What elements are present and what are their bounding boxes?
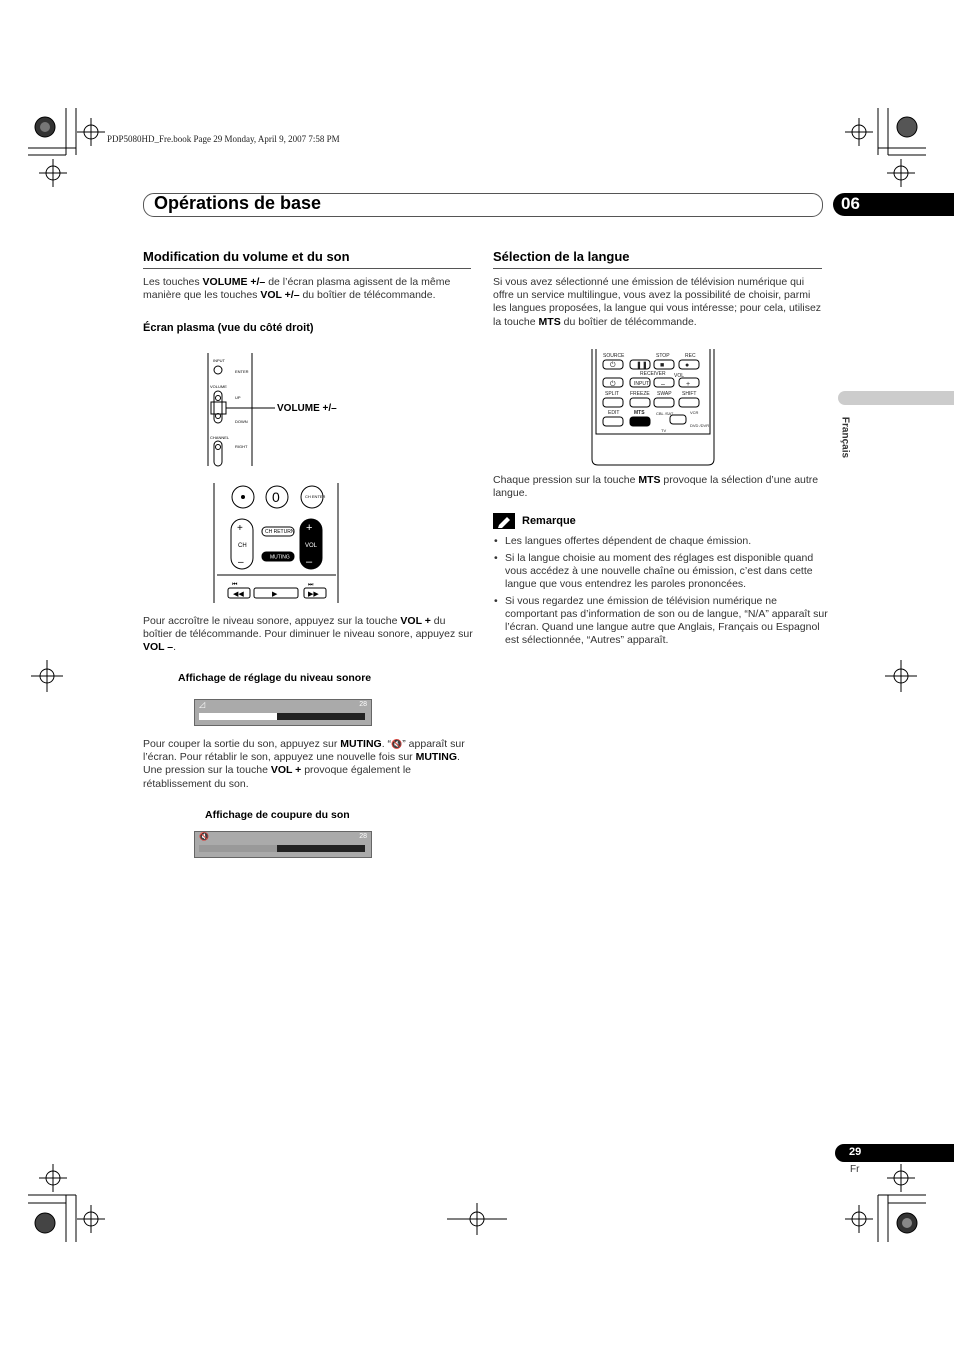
volume-icon: ◿: [199, 700, 206, 709]
osd-mute-display: [194, 831, 372, 858]
osd-volume-fill: [199, 713, 277, 720]
panel-enter-label: ENTER: [235, 369, 249, 374]
play-icon: ▶: [272, 591, 278, 598]
split-label: SPLIT: [605, 391, 619, 397]
osd-mute-value: 28: [359, 833, 367, 840]
osd-volume-display: [194, 699, 372, 726]
osd-mute-fill: [199, 845, 277, 852]
section-rule-right: [493, 268, 822, 269]
page-number: 29: [849, 1146, 862, 1158]
list-item: • Si vous regardez une émission de télévision numérique ne comportant pas d’information de son ou de langue, “N/A” apparaît sur l’écran. Quand une langue autre que Anglais, Français ou Espagnol est sélectionnée, “Autres” apparaît.: [493, 595, 828, 648]
pause-icon: ❚❚: [636, 362, 648, 369]
receiver-label: RECEIVER: [640, 371, 666, 377]
remote-muting-label: MUTING: [270, 554, 290, 561]
vol-minus-icon: –: [661, 381, 665, 388]
tv-label: TV: [661, 428, 667, 433]
bold-key-name: VOL +/–: [260, 289, 300, 302]
remote-ch-plus-icon: +: [237, 523, 243, 534]
side-tab-label: Français: [839, 416, 851, 459]
bold-key-name: MUTING: [340, 738, 382, 750]
cbl-sat-label: CBL /SAT: [656, 411, 674, 416]
remote-mts-illustration: [590, 349, 716, 467]
section-heading-language: Sélection de la langue: [493, 249, 630, 264]
remote-ch-label: CH: [238, 543, 247, 549]
osd-volume-track: [199, 713, 365, 720]
note-title: Remarque: [522, 515, 576, 527]
osd-mute-track: [199, 845, 365, 852]
receiver-power-icon: ⏻: [610, 381, 616, 388]
volume-callout-label: VOLUME +/–: [277, 403, 337, 414]
bold-key-name: MTS: [638, 474, 661, 486]
panel-channel-label: CHANNEL: [210, 435, 230, 440]
next-track-icon: ⏭: [308, 582, 314, 588]
freeze-label: FREEZE: [630, 391, 650, 397]
chapter-number: 06: [841, 194, 860, 213]
mts-label: MTS: [634, 410, 645, 416]
vcr-label: VCR: [690, 410, 699, 415]
remote-vol-plus-icon: +: [306, 522, 313, 534]
src-label: SOURCE: [603, 353, 625, 359]
muting-paragraph: Pour couper la sortie du son, appuyez sur MUTING. “🔇” apparaît sur l’écran. Pour rétablir le son, appuyez une nouvelle fois sur MUTING. Une pression sur la touche VOL + provoque également le rétablissement du son.: [143, 738, 465, 790]
side-tab: [838, 391, 954, 405]
mute-icon: 🔇: [391, 739, 403, 749]
fast-forward-icon: ▶▶: [308, 591, 319, 598]
bold-key-name: VOL +: [270, 764, 302, 777]
mts-press-paragraph: Chaque pression sur la touche MTS provoque la sélection d’une autre langue.: [493, 474, 819, 500]
note-pencil-icon: [493, 513, 515, 529]
swap-label: SWAP: [657, 391, 672, 397]
record-icon: ●: [685, 362, 690, 369]
shift-label: SHIFT: [682, 391, 697, 397]
remote-zero-key: 0: [272, 489, 280, 505]
remote-vol-label: VOL: [305, 543, 318, 549]
power-icon: ⏻: [610, 362, 616, 369]
bold-key-name: VOL +: [400, 615, 431, 627]
page-number-badge: [835, 1144, 954, 1162]
volume-adjust-paragraph: Pour accroître le niveau sonore, appuyez sur la touche VOL + du boîtier de télécommande. Pour diminuer le niveau sonore, appuyez sur VOL –.: [143, 615, 473, 654]
chapter-badge: [833, 193, 954, 216]
notes-list: [493, 535, 828, 651]
osd-volume-caption: Affichage de réglage du niveau sonore: [178, 672, 372, 684]
plasma-side-view-heading: Écran plasma (vue du côté droit): [143, 322, 314, 334]
remote-volume-illustration: [212, 483, 342, 605]
remote-ch-return-label: CH RETURN: [265, 529, 295, 535]
bold-key-name: MUTING: [415, 751, 457, 764]
list-item: • Si la langue choisie au moment des réglages est disponible quand vous accédez à une nouvelle chaîne ou émission, c’est dans cette langue que vous entendrez les paroles prononcées.: [493, 552, 828, 592]
panel-volume-label: VOLUME: [210, 384, 227, 389]
vol-label: VOL: [674, 373, 685, 379]
volume-intro-paragraph: Les touches VOLUME +/– de l’écran plasma agissent de la même manière que les touches VOL +/– du boîtier de télécommande.: [143, 276, 451, 302]
section-heading-volume: Modification du volume et du son: [143, 249, 350, 264]
bold-key-name: VOL –: [143, 641, 174, 654]
dvd-label: DVD /DVR: [690, 423, 710, 428]
rewind-icon: ◀◀: [233, 591, 244, 598]
list-item: • Les langues offertes dépendent de chaque émission.: [493, 535, 828, 548]
osd-volume-value: 28: [359, 701, 367, 708]
panel-right-label: RIGHT: [235, 444, 248, 449]
mute-icon: 🔇: [199, 832, 209, 841]
bold-key-name: VOLUME +/–: [202, 276, 266, 288]
remote-ch-minus-icon: –: [238, 557, 244, 568]
bold-key-name: MTS: [538, 315, 561, 328]
rec-label: REC: [685, 353, 696, 359]
osd-mute-caption: Affichage de coupure du son: [205, 809, 350, 821]
remote-ch-enter-label: CH ENTER: [305, 494, 326, 499]
page-title: Opérations de base: [154, 193, 322, 213]
language-intro-paragraph: Si vous avez sélectionné une émission de télévision numérique qui offre un service multilingue, vous avez la possibilité de choisir, parmi les langues proposées, la langue qui vous intéresse; pour cela, utilisez la touche MTS du boîtier de télécommande.: [493, 276, 822, 328]
panel-up-label: UP: [235, 395, 241, 400]
panel-input-label: INPUT: [213, 358, 225, 363]
stop-icon: ■: [660, 362, 665, 369]
edit-label: EDIT: [608, 410, 620, 416]
language-code: Fr: [850, 1164, 860, 1175]
book-info-line: PDP5080HD_Fre.book Page 29 Monday, April 9, 2007 7:58 PM: [107, 134, 340, 144]
remote-vol-minus-icon: –: [306, 556, 313, 568]
panel-down-label: DOWN: [235, 419, 248, 424]
section-rule-left: [143, 268, 471, 269]
prev-track-icon: ⏮: [232, 582, 238, 588]
plasma-side-panel-illustration: [205, 353, 355, 468]
vol-plus-icon: +: [686, 381, 691, 388]
stop-label: STOP: [656, 353, 670, 359]
input-label: INPUT: [634, 381, 649, 387]
